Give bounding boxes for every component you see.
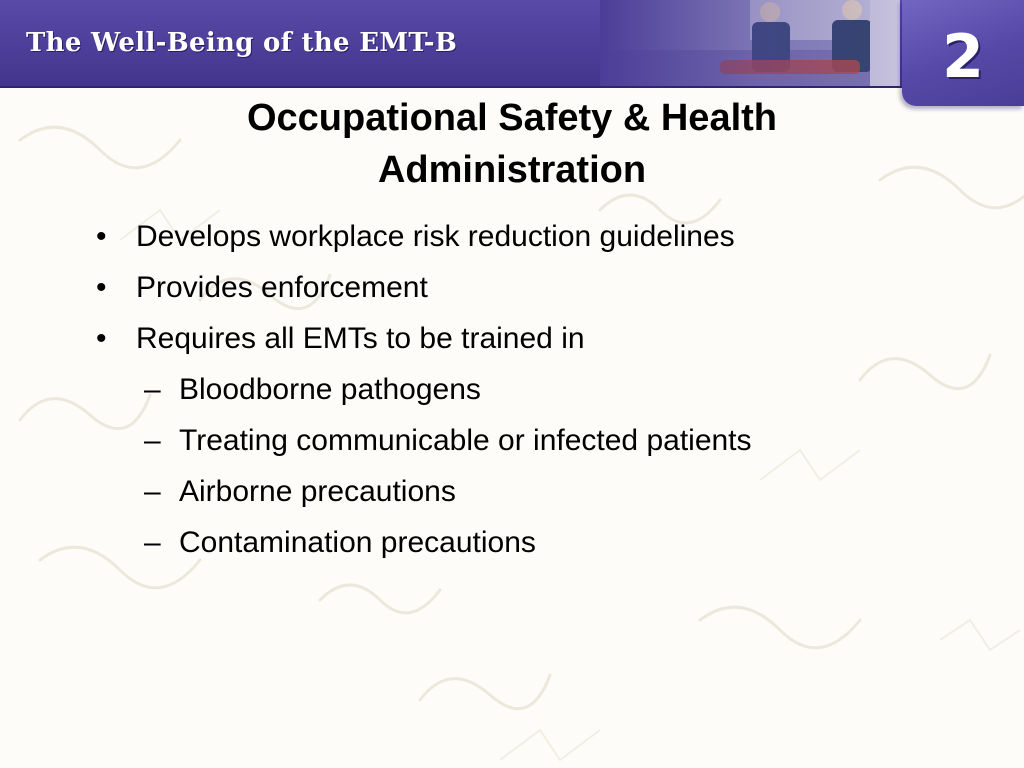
sub-text: Contamination precautions bbox=[179, 526, 536, 559]
chapter-number: 2 bbox=[942, 22, 984, 92]
sub-text: Treating communicable or infected patients bbox=[179, 424, 752, 457]
sub-item bbox=[96, 373, 976, 407]
sub-item bbox=[96, 475, 976, 509]
bullet-marker: • bbox=[96, 220, 107, 253]
sub-item bbox=[96, 424, 976, 458]
slide-title: Occupational Safety & Health Administration bbox=[246, 97, 777, 191]
bullet-item bbox=[96, 271, 976, 305]
sub-item bbox=[96, 526, 976, 560]
sub-marker: – bbox=[144, 475, 161, 508]
bullet-text: Requires all EMTs to be trained in bbox=[136, 322, 585, 355]
header-title: The Well-Being of the EMT-B bbox=[26, 28, 458, 58]
bullet-marker: • bbox=[96, 322, 107, 355]
sub-text: Airborne precautions bbox=[179, 475, 456, 508]
bullet-text: Develops workplace risk reduction guidelines bbox=[136, 220, 735, 253]
sub-marker: – bbox=[144, 373, 161, 406]
content-list bbox=[96, 220, 976, 577]
sub-text: Bloodborne pathogens bbox=[179, 373, 481, 406]
bullet-marker: • bbox=[96, 271, 107, 304]
sub-marker: – bbox=[144, 424, 161, 457]
chapter-badge bbox=[902, 0, 1024, 106]
emt-photo-icon bbox=[600, 0, 900, 86]
bullet-item bbox=[96, 220, 976, 254]
sub-marker: – bbox=[144, 526, 161, 559]
bullet-item bbox=[96, 322, 976, 356]
bullet-text: Provides enforcement bbox=[136, 271, 428, 304]
